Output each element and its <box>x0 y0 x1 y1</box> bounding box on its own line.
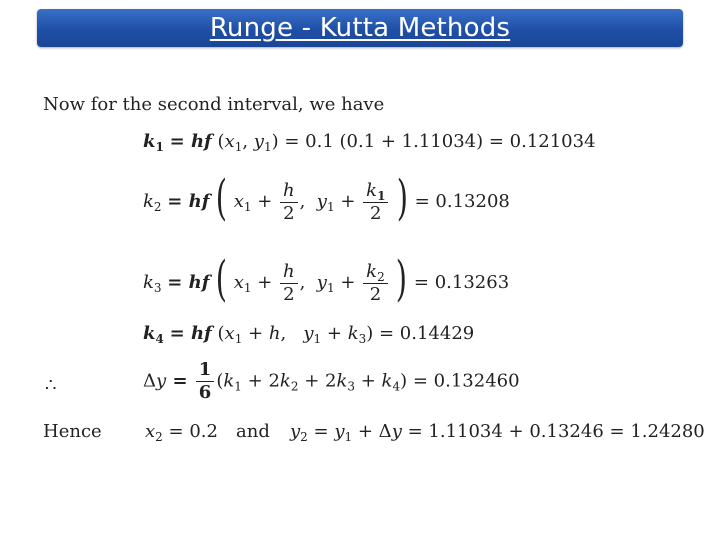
intro-text: Now for the second interval, we have <box>43 94 385 115</box>
x2-value: = 0.2 <box>168 421 218 442</box>
delta-y-equation: Δy = $\frac{1}{6}$ $(k_1 + 2k_2 + 2k_3 + k_4) = 0.132460$ <box>143 359 520 403</box>
k2-k-num: k <box>366 179 378 201</box>
k3-k-den: 2 <box>369 283 382 305</box>
slide-title: Runge - Kutta Methods <box>209 13 511 43</box>
k2-equation: $k_2$ = hf ( $x_1$ + $\frac{h}{2}$ , $y_1$ + $\frac{k_1}{2}$ ) = 0.13208 <box>143 170 510 226</box>
k2-k-den: 2 <box>370 202 382 224</box>
k1-equation: $k_1$ = hf ($x_1$, $y_1) = 0.1$ (0.1 + 1.11034) = 0.121034 <box>143 131 596 154</box>
k2-k-sub: 1 <box>377 188 386 203</box>
and-text: and <box>236 421 270 442</box>
k3-equation: $k_3$ = hf ( $x_1$ + $\frac{h}{2}$ , $y_1$ + $\frac{k_2}{2}$ ) = 0.13263 <box>143 251 510 307</box>
k3-k-num: k <box>366 260 378 282</box>
y2-equation: $y_2 = y_1 + \Delta y = 1.11034 + 0.13246 = 1.24280$ <box>290 421 705 444</box>
k2-result: = 0.13208 <box>414 191 510 212</box>
k1-rhs: = 0.1 (0.1 + 1.11034) = 0.121034 <box>284 131 596 152</box>
x2-equation: $x_2 = 0.2$ <box>145 421 218 444</box>
title-bar <box>37 9 683 47</box>
k4-equation: $k_4$ = hf ($x_1 + h$, $y_1 + k_3) = 0.14429$ <box>143 323 475 346</box>
k2-h-den: 2 <box>283 202 295 224</box>
k3-result: = 0.13263 <box>413 272 510 293</box>
k3-h-den: 2 <box>283 283 295 305</box>
frac-one: 1 <box>196 361 215 382</box>
k3-k-sub: 2 <box>377 269 385 284</box>
hence-label: Hence <box>43 421 102 442</box>
y2-result: = 1.11034 + 0.13246 = 1.24280 <box>407 421 705 442</box>
therefore-symbol: ∴ <box>45 375 57 396</box>
k4-result: ) = 0.14429 <box>366 323 475 344</box>
k2-h-num: h <box>280 182 298 203</box>
k3-h-num: h <box>280 263 298 284</box>
frac-six: 6 <box>198 382 212 403</box>
delta-y-result: ) = 0.132460 <box>400 370 520 392</box>
